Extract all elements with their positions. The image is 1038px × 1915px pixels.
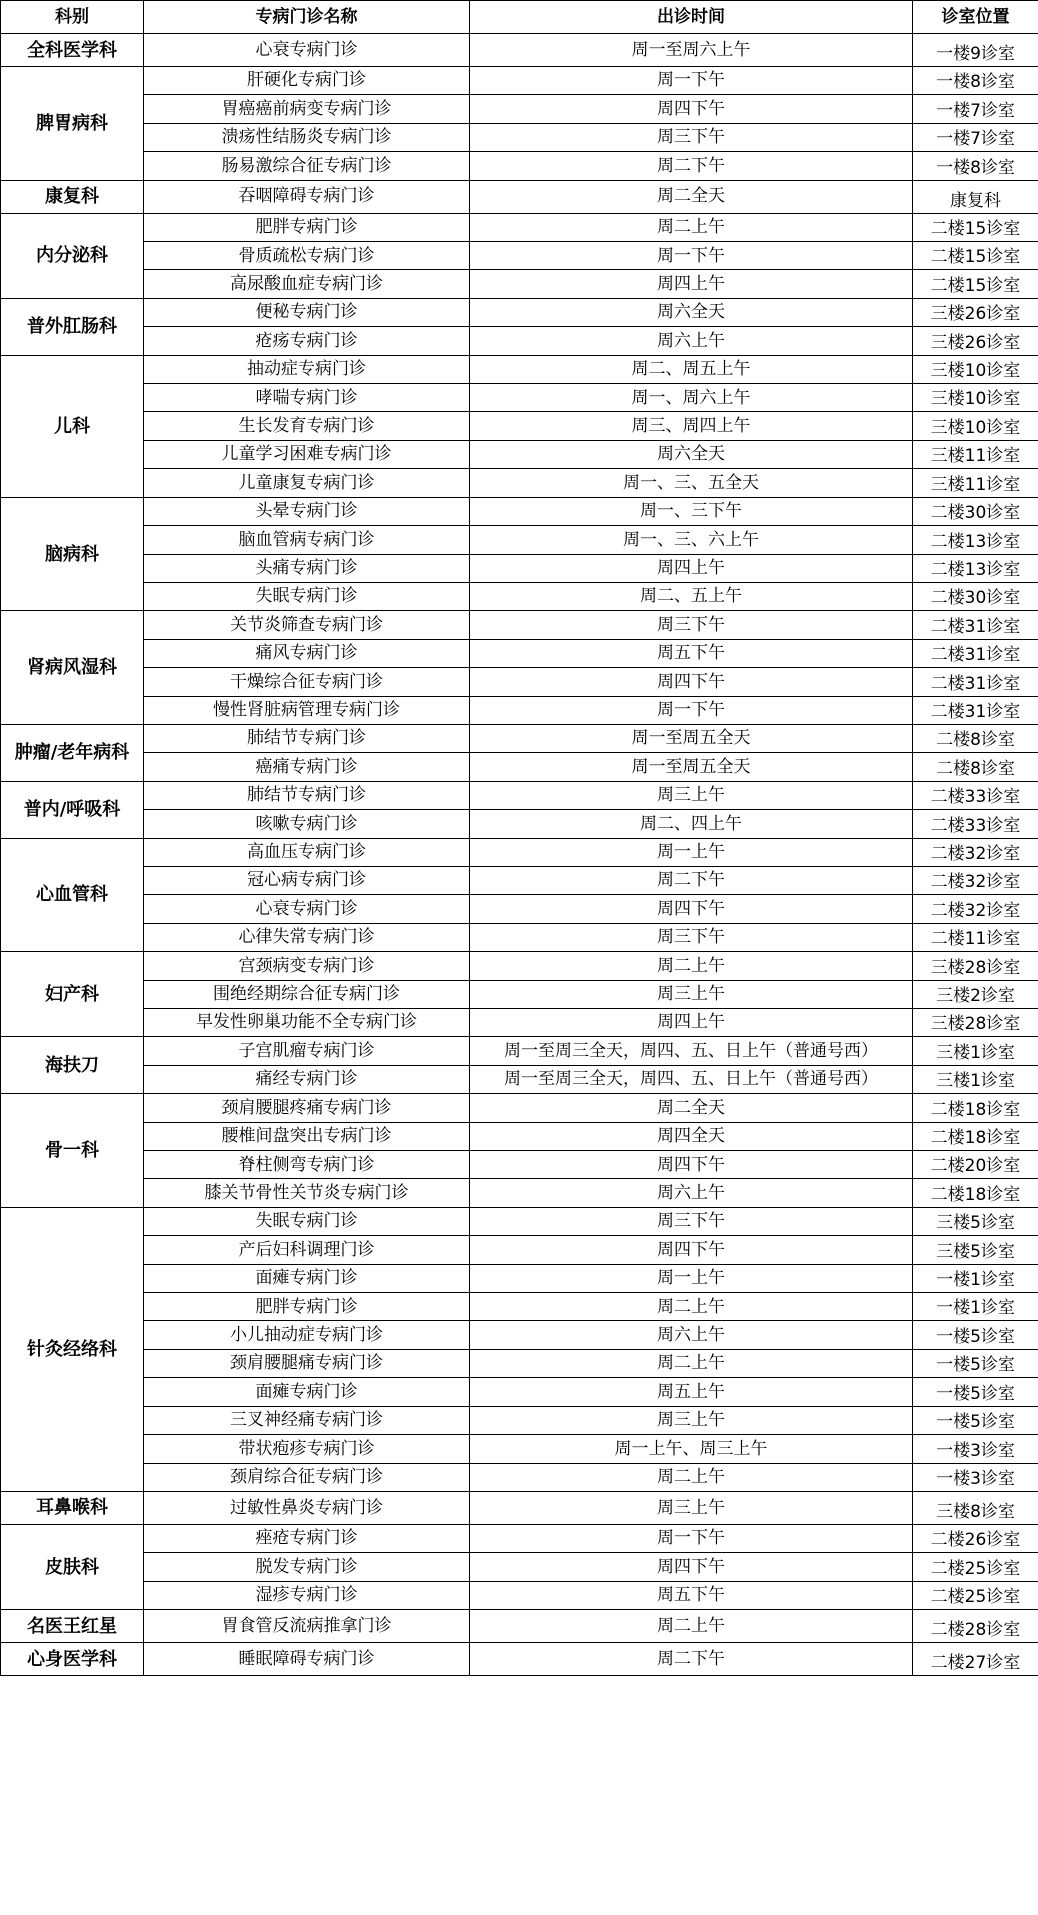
room-cell: 三楼1诊室 [913,1065,1038,1093]
table-row [1,1179,1038,1207]
table-row [1,440,1038,468]
table-row [1,412,1038,440]
clinic-name-cell: 三叉神经痛专病门诊 [144,1406,470,1434]
header-row [1,1,1038,34]
clinic-name-cell: 胃食管反流病推拿门诊 [144,1610,470,1643]
room-cell: 一楼7诊室 [913,123,1038,151]
table-row [1,526,1038,554]
clinic-name-cell: 小儿抽动症专病门诊 [144,1321,470,1349]
table-row [1,1037,1038,1065]
room-cell: 一楼1诊室 [913,1293,1038,1321]
room-cell: 三楼26诊室 [913,327,1038,355]
clinic-name-cell: 高血压专病门诊 [144,838,470,866]
time-cell: 周四全天 [470,1122,913,1150]
table-row [1,270,1038,298]
time-cell: 周一下午 [470,1524,913,1552]
clinic-name-cell: 失眠专病门诊 [144,582,470,610]
room-cell: 二楼8诊室 [913,753,1038,781]
dept-cell: 皮肤科 [1,1524,144,1609]
dept-cell: 妇产科 [1,952,144,1037]
clinic-name-cell: 颈肩腰腿疼痛专病门诊 [144,1094,470,1122]
table-row [1,895,1038,923]
time-cell: 周二上午 [470,1293,913,1321]
clinic-name-cell: 吞咽障碍专病门诊 [144,180,470,213]
clinic-name-cell: 围绝经期综合征专病门诊 [144,980,470,1008]
time-cell: 周二下午 [470,866,913,894]
room-cell: 三楼8诊室 [913,1491,1038,1524]
table-row [1,781,1038,809]
clinic-name-cell: 便秘专病门诊 [144,298,470,326]
time-cell: 周二全天 [470,1094,913,1122]
room-cell: 一楼8诊室 [913,67,1038,95]
room-cell: 三楼26诊室 [913,298,1038,326]
table-row [1,866,1038,894]
room-cell: 一楼9诊室 [913,34,1038,67]
clinic-name-cell: 肝硬化专病门诊 [144,67,470,95]
clinic-name-cell: 肠易激综合征专病门诊 [144,152,470,180]
dept-cell: 肿瘤/老年病科 [1,724,144,781]
table-row [1,582,1038,610]
dept-cell: 心身医学科 [1,1643,144,1676]
table-row [1,1435,1038,1463]
header-time: 出诊时间 [470,1,913,34]
time-cell: 周二、四上午 [470,810,913,838]
clinic-name-cell: 颈肩综合征专病门诊 [144,1463,470,1491]
room-cell: 二楼18诊室 [913,1179,1038,1207]
clinic-name-cell: 痛经专病门诊 [144,1065,470,1093]
time-cell: 周一、周六上午 [470,384,913,412]
clinic-name-cell: 脱发专病门诊 [144,1553,470,1581]
table-row [1,1151,1038,1179]
room-cell: 二楼32诊室 [913,838,1038,866]
clinic-name-cell: 儿童学习困难专病门诊 [144,440,470,468]
room-cell: 二楼20诊室 [913,1151,1038,1179]
time-cell: 周二上午 [470,1463,913,1491]
table-row [1,923,1038,951]
room-cell: 三楼5诊室 [913,1207,1038,1235]
dept-cell: 心血管科 [1,838,144,952]
table-row [1,34,1038,67]
room-cell: 二楼30诊室 [913,497,1038,525]
clinic-name-cell: 哮喘专病门诊 [144,384,470,412]
time-cell: 周一至周五全天 [470,753,913,781]
time-cell: 周三下午 [470,1207,913,1235]
clinic-name-cell: 咳嗽专病门诊 [144,810,470,838]
time-cell: 周三下午 [470,123,913,151]
clinic-name-cell: 头痛专病门诊 [144,554,470,582]
clinic-name-cell: 骨质疏松专病门诊 [144,242,470,270]
room-cell: 二楼25诊室 [913,1553,1038,1581]
clinic-name-cell: 湿疹专病门诊 [144,1581,470,1609]
table-row [1,152,1038,180]
time-cell: 周一上午、周三上午 [470,1435,913,1463]
time-cell: 周二、五上午 [470,582,913,610]
room-cell: 二楼18诊室 [913,1122,1038,1150]
time-cell: 周三上午 [470,980,913,1008]
clinic-name-cell: 面瘫专病门诊 [144,1264,470,1292]
room-cell: 一楼3诊室 [913,1435,1038,1463]
room-cell: 二楼15诊室 [913,270,1038,298]
time-cell: 周二全天 [470,180,913,213]
room-cell: 二楼31诊室 [913,668,1038,696]
clinic-name-cell: 痤疮专病门诊 [144,1524,470,1552]
table-row [1,213,1038,241]
table-row [1,952,1038,980]
time-cell: 周六上午 [470,1321,913,1349]
time-cell: 周一至周三全天，周四、五、日上午（普通号西） [470,1065,913,1093]
time-cell: 周一下午 [470,67,913,95]
time-cell: 周二上午 [470,213,913,241]
table-row [1,1264,1038,1292]
table-row [1,469,1038,497]
table-row [1,384,1038,412]
time-cell: 周五下午 [470,639,913,667]
table-row [1,1581,1038,1609]
time-cell: 周五下午 [470,1581,913,1609]
table-row [1,1610,1038,1643]
room-cell: 三楼28诊室 [913,1009,1038,1037]
time-cell: 周四上午 [470,270,913,298]
table-row [1,639,1038,667]
table-row [1,123,1038,151]
table-row [1,1293,1038,1321]
dept-cell: 脾胃病科 [1,67,144,181]
room-cell: 三楼11诊室 [913,469,1038,497]
room-cell: 二楼31诊室 [913,639,1038,667]
room-cell: 二楼28诊室 [913,1610,1038,1643]
room-cell: 一楼1诊室 [913,1264,1038,1292]
room-cell: 二楼8诊室 [913,724,1038,752]
time-cell: 周二下午 [470,152,913,180]
time-cell: 周一至周六上午 [470,34,913,67]
table-row [1,1491,1038,1524]
clinic-name-cell: 脑血管病专病门诊 [144,526,470,554]
clinic-name-cell: 子宫肌瘤专病门诊 [144,1037,470,1065]
dept-cell: 海扶刀 [1,1037,144,1094]
room-cell: 三楼5诊室 [913,1236,1038,1264]
room-cell: 三楼2诊室 [913,980,1038,1008]
clinic-name-cell: 抽动症专病门诊 [144,355,470,383]
clinic-name-cell: 宫颈病变专病门诊 [144,952,470,980]
dept-cell: 耳鼻喉科 [1,1491,144,1524]
clinic-name-cell: 肺结节专病门诊 [144,781,470,809]
table-row [1,298,1038,326]
room-cell: 二楼15诊室 [913,242,1038,270]
time-cell: 周三下午 [470,611,913,639]
clinic-name-cell: 心衰专病门诊 [144,34,470,67]
clinic-name-cell: 高尿酸血症专病门诊 [144,270,470,298]
room-cell: 康复科 [913,180,1038,213]
table-row [1,554,1038,582]
dept-cell: 全科医学科 [1,34,144,67]
clinic-name-cell: 生长发育专病门诊 [144,412,470,440]
time-cell: 周四下午 [470,95,913,123]
room-cell: 二楼26诊室 [913,1524,1038,1552]
dept-cell: 肾病风湿科 [1,611,144,725]
room-cell: 二楼18诊室 [913,1094,1038,1122]
table-row [1,838,1038,866]
room-cell: 二楼15诊室 [913,213,1038,241]
table-row [1,1553,1038,1581]
schedule-body [1,34,1038,1676]
table-row [1,327,1038,355]
clinic-name-cell: 痛风专病门诊 [144,639,470,667]
room-cell: 三楼10诊室 [913,412,1038,440]
room-cell: 一楼5诊室 [913,1349,1038,1377]
room-cell: 一楼5诊室 [913,1321,1038,1349]
table-row [1,180,1038,213]
table-row [1,95,1038,123]
table-row [1,1122,1038,1150]
clinic-name-cell: 溃疡性结肠炎专病门诊 [144,123,470,151]
clinic-name-cell: 过敏性鼻炎专病门诊 [144,1491,470,1524]
room-cell: 三楼11诊室 [913,440,1038,468]
time-cell: 周六全天 [470,440,913,468]
room-cell: 一楼3诊室 [913,1463,1038,1491]
table-row [1,497,1038,525]
clinic-name-cell: 肺结节专病门诊 [144,724,470,752]
header-clinic-name: 专病门诊名称 [144,1,470,34]
dept-cell: 普内/呼吸科 [1,781,144,838]
time-cell: 周一上午 [470,838,913,866]
time-cell: 周一下午 [470,696,913,724]
clinic-name-cell: 关节炎筛查专病门诊 [144,611,470,639]
time-cell: 周四上午 [470,554,913,582]
time-cell: 周一、三下午 [470,497,913,525]
dept-cell: 名医王红星 [1,1610,144,1643]
room-cell: 二楼13诊室 [913,526,1038,554]
table-row [1,1065,1038,1093]
time-cell: 周三上午 [470,1406,913,1434]
time-cell: 周四下午 [470,668,913,696]
table-row [1,67,1038,95]
room-cell: 二楼31诊室 [913,611,1038,639]
clinic-name-cell: 肥胖专病门诊 [144,213,470,241]
time-cell: 周二下午 [470,1643,913,1676]
room-cell: 二楼27诊室 [913,1643,1038,1676]
clinic-name-cell: 腰椎间盘突出专病门诊 [144,1122,470,1150]
table-row [1,1349,1038,1377]
time-cell: 周二上午 [470,1610,913,1643]
dept-cell: 骨一科 [1,1094,144,1208]
room-cell: 二楼32诊室 [913,895,1038,923]
room-cell: 三楼10诊室 [913,384,1038,412]
time-cell: 周一至周五全天 [470,724,913,752]
time-cell: 周三下午 [470,923,913,951]
time-cell: 周四下午 [470,1236,913,1264]
time-cell: 周一上午 [470,1264,913,1292]
time-cell: 周三、周四上午 [470,412,913,440]
room-cell: 三楼1诊室 [913,1037,1038,1065]
time-cell: 周四下午 [470,1553,913,1581]
table-row [1,810,1038,838]
time-cell: 周三上午 [470,781,913,809]
room-cell: 二楼32诊室 [913,866,1038,894]
clinic-name-cell: 干燥综合征专病门诊 [144,668,470,696]
room-cell: 一楼8诊室 [913,152,1038,180]
clinic-name-cell: 颈肩腰腿痛专病门诊 [144,1349,470,1377]
time-cell: 周二上午 [470,952,913,980]
clinic-name-cell: 早发性卵巢功能不全专病门诊 [144,1009,470,1037]
clinic-name-cell: 儿童康复专病门诊 [144,469,470,497]
clinic-name-cell: 心衰专病门诊 [144,895,470,923]
table-row [1,1463,1038,1491]
room-cell: 二楼31诊室 [913,696,1038,724]
table-row [1,1321,1038,1349]
room-cell: 二楼13诊室 [913,554,1038,582]
room-cell: 二楼33诊室 [913,781,1038,809]
time-cell: 周三上午 [470,1491,913,1524]
clinic-name-cell: 心律失常专病门诊 [144,923,470,951]
room-cell: 一楼5诊室 [913,1378,1038,1406]
time-cell: 周六上午 [470,327,913,355]
clinic-name-cell: 带状疱疹专病门诊 [144,1435,470,1463]
room-cell: 三楼28诊室 [913,952,1038,980]
dept-cell: 脑病科 [1,497,144,611]
room-cell: 三楼10诊室 [913,355,1038,383]
table-row [1,724,1038,752]
clinic-name-cell: 慢性肾脏病管理专病门诊 [144,696,470,724]
table-row [1,1643,1038,1676]
table-row [1,1378,1038,1406]
table-row [1,1094,1038,1122]
table-row [1,753,1038,781]
table-row [1,1236,1038,1264]
dept-cell: 针灸经络科 [1,1207,144,1491]
dept-cell: 康复科 [1,180,144,213]
table-row [1,1406,1038,1434]
time-cell: 周五上午 [470,1378,913,1406]
clinic-name-cell: 膝关节骨性关节炎专病门诊 [144,1179,470,1207]
clinic-name-cell: 睡眠障碍专病门诊 [144,1643,470,1676]
table-row [1,980,1038,1008]
time-cell: 周六上午 [470,1179,913,1207]
room-cell: 二楼30诊室 [913,582,1038,610]
time-cell: 周四下午 [470,1151,913,1179]
clinic-name-cell: 脊柱侧弯专病门诊 [144,1151,470,1179]
clinic-name-cell: 头晕专病门诊 [144,497,470,525]
table-row [1,1207,1038,1235]
dept-cell: 儿科 [1,355,144,497]
time-cell: 周一下午 [470,242,913,270]
time-cell: 周四上午 [470,1009,913,1037]
dept-cell: 内分泌科 [1,213,144,298]
room-cell: 二楼25诊室 [913,1581,1038,1609]
clinic-name-cell: 产后妇科调理门诊 [144,1236,470,1264]
clinic-name-cell: 面瘫专病门诊 [144,1378,470,1406]
clinic-name-cell: 失眠专病门诊 [144,1207,470,1235]
table-row [1,1009,1038,1037]
table-row [1,668,1038,696]
header-dept: 科别 [1,1,144,34]
clinic-name-cell: 疮疡专病门诊 [144,327,470,355]
time-cell: 周二、周五上午 [470,355,913,383]
table-row [1,696,1038,724]
clinic-name-cell: 肥胖专病门诊 [144,1293,470,1321]
room-cell: 一楼5诊室 [913,1406,1038,1434]
clinic-name-cell: 胃癌癌前病变专病门诊 [144,95,470,123]
room-cell: 二楼33诊室 [913,810,1038,838]
time-cell: 周二上午 [470,1349,913,1377]
time-cell: 周六全天 [470,298,913,326]
room-cell: 一楼7诊室 [913,95,1038,123]
table-row [1,355,1038,383]
time-cell: 周一、三、五全天 [470,469,913,497]
room-cell: 二楼11诊室 [913,923,1038,951]
dept-cell: 普外肛肠科 [1,298,144,355]
clinic-name-cell: 冠心病专病门诊 [144,866,470,894]
table-row [1,242,1038,270]
clinic-name-cell: 癌痛专病门诊 [144,753,470,781]
time-cell: 周一、三、六上午 [470,526,913,554]
header-room: 诊室位置 [913,1,1038,34]
time-cell: 周四下午 [470,895,913,923]
table-row [1,611,1038,639]
time-cell: 周一至周三全天，周四、五、日上午（普通号西） [470,1037,913,1065]
table-row [1,1524,1038,1552]
